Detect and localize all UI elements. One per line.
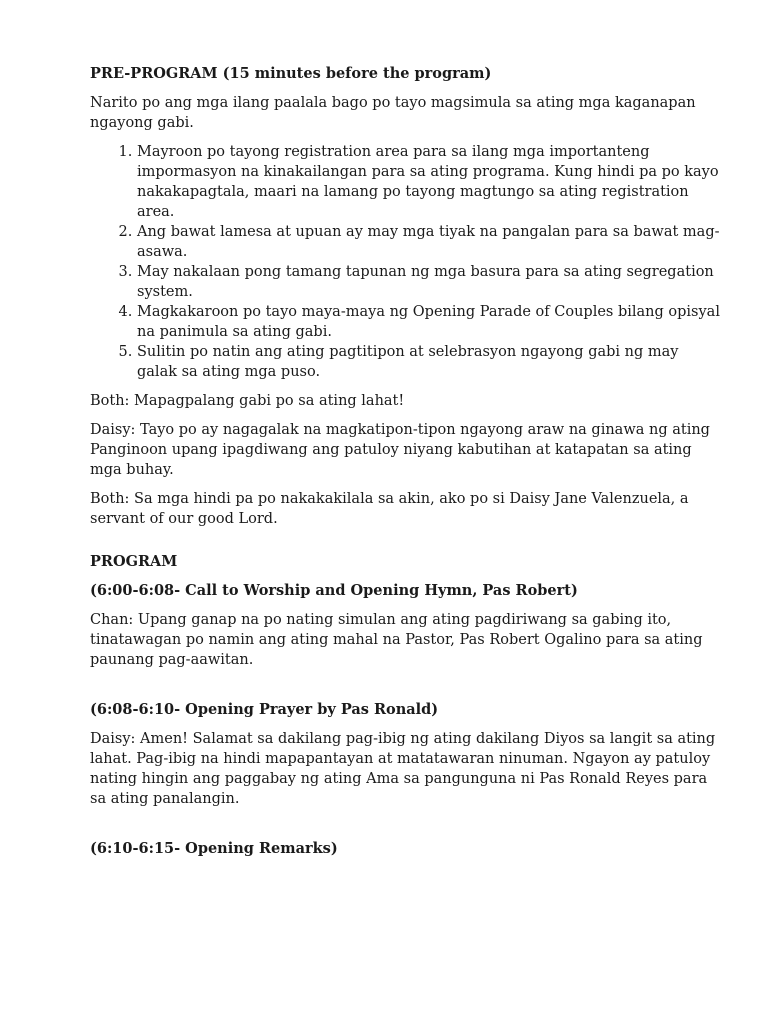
document-body [90, 64, 720, 868]
pre-program-intro: Narito po ang mga ilang paalala bago po tayo magsimula sa ating mga kaganapan ngayong gabi. [90, 95, 696, 131]
segment-text: Daisy: Amen! Salamat sa dakilang pag-ibig ng ating dakilang Diyos sa langit sa ating lahat. Pag-ibig na hindi mapapantayan at matatawaran ninuman. Ngayon ay patuloy nating hingin ang paggabay ng ating Ama sa pangunguna ni Pas Ronald Reyes para sa ating panalangin. [90, 731, 716, 807]
list-item: 1. Mayroon po tayong registration area para sa ilang mga importanteng impormasyon na kinakailangan para sa ating programa. Kung hindi pa po kayo nakakapagtala, maari na lamang po tayong magtungo sa ating registration area. [137, 142, 720, 222]
pre-program-heading: PRE-PROGRAM (15 minutes before the program) [90, 65, 492, 82]
program-heading: PROGRAM [90, 553, 178, 570]
list-item: 2. Ang bawat lamesa at upuan ay may mga tiyak na pangalan para sa bawat mag-asawa. [137, 222, 720, 262]
list-item: 4. Magkakaroon po tayo maya-maya ng Opening Parade of Couples bilang opisyal na panimula sa ating gabi. [137, 302, 720, 342]
list-item: 5. Sulitin po natin ang ating pagtitipon at selebrasyon ngayong gabi ng may galak sa ating mga puso. [137, 342, 720, 382]
segment-title: (6:10-6:15- Opening Remarks) [90, 840, 338, 857]
segment-title: (6:08-6:10- Opening Prayer by Pas Ronald) [90, 701, 439, 718]
segment-title: (6:00-6:08- Call to Worship and Opening Hymn, Pas Robert) [90, 582, 578, 599]
both-intro: Both: Sa mga hindi pa po nakakakilala sa akin, ako po si Daisy Jane Valenzuela, a servant of our good Lord. [90, 491, 689, 527]
list-item: 3. May nakalaan pong tamang tapunan ng mga basura para sa ating segregation system. [137, 262, 720, 302]
daisy-line: Daisy: Tayo po ay nagagalak na magkatipon-tipon ngayong araw na ginawa ng ating Panginoon upang ipagdiwang ang patuloy niyang kabutihan at katapatan sa ating mga buhay. [90, 422, 710, 478]
reminders-list [90, 142, 720, 382]
segment-text: Chan: Upang ganap na po nating simulan ang ating pagdiriwang sa gabing ito, tinatawagan po namin ang ating mahal na Pastor, Pas Robert Ogalino para sa ating paunang pag-aawitan. [90, 612, 703, 668]
both-greeting: Both: Mapagpalang gabi po sa ating lahat! [90, 393, 405, 409]
